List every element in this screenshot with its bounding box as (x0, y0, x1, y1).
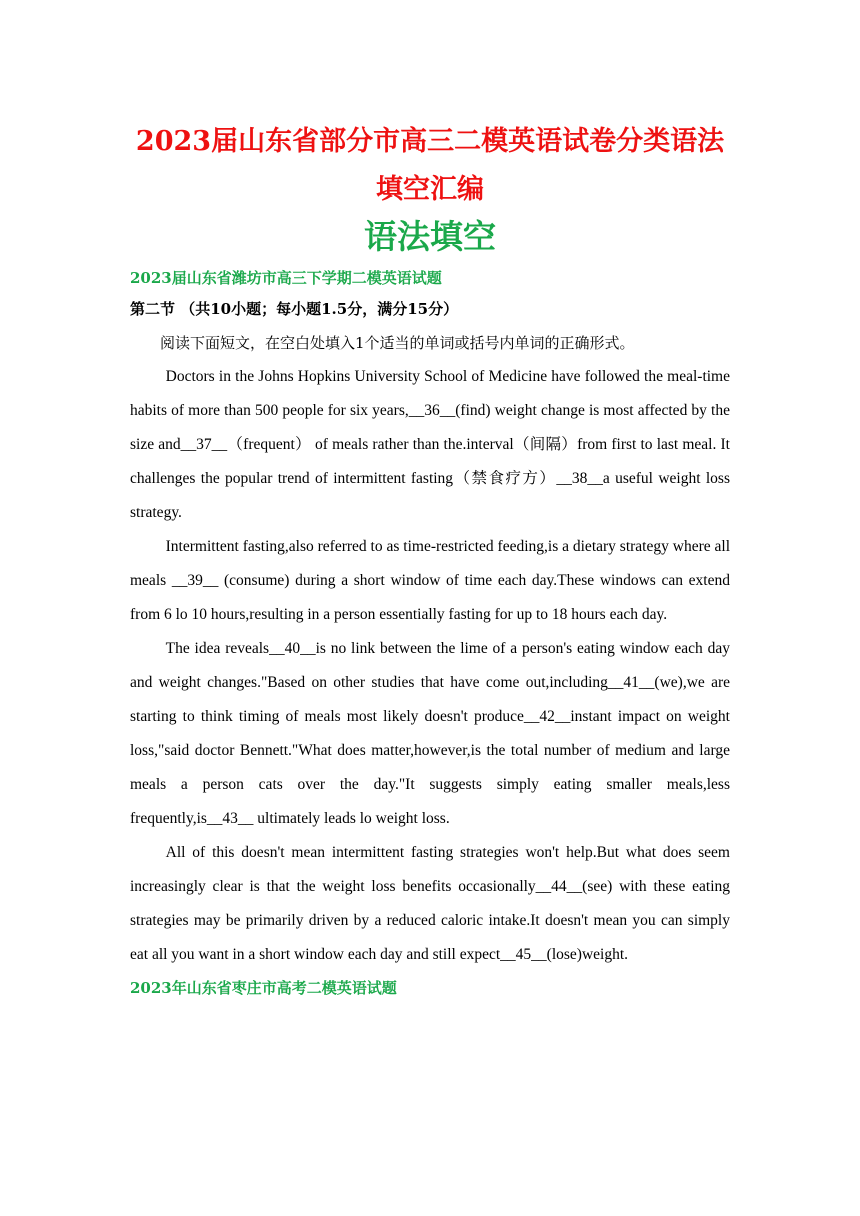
source-heading-zaozhuang: 2023年山东省枣庄市高考二模英语试题 (130, 979, 397, 997)
passage-paragraph-1: Doctors in the Johns Hopkins University School of Medicine have followed the meal-time habits of more than 500 people for six years,__36__(find) weight change is most affected by the size and__37__（frequent） of meals rather than the.interval（间隔）from first to last meal. It challenges the popular trend of intermittent fasting（禁食疗方）__38__a useful weight loss strategy. (130, 368, 730, 521)
part-heading: 第二节 （共10小题；每小题1.5分，满分15分） (130, 300, 459, 318)
passage-paragraph-3: The idea reveals__40__is no link between the lime of a person's eating window each day and weight changes."Based on other studies that have come out,including__41__(we),we are starting to think timing of meals most likely doesn't produce__42__instant impact on weight loss,"said doctor Bennett."What does matter,however,is the total number of medium and large meals a person cats over the day."It suggests simply eating smaller meals,less frequently,is__43__ ultimately leads lo weight loss. (130, 640, 730, 827)
passage-paragraph-4: All of this doesn't mean intermittent fasting strategies won't help.But what does seem increasingly clear is that the weight loss benefits occasionally__44__(see) with these eating strategies may be primarily driven by a reduced caloric intake.It doesn't mean you can simply eat all you want in a short window each day and still expect__45__(lose)weight. (130, 844, 730, 963)
document-page (130, 118, 730, 1002)
section-title: 语法填空 (364, 217, 496, 256)
document-title: 2023届山东省部分市高三二模英语试卷分类语法填空汇编 (135, 126, 725, 205)
source-heading-weifang: 2023届山东省潍坊市高三下学期二模英语试题 (130, 269, 442, 287)
instruction-text: 阅读下面短文，在空白处填入1个适当的单词或括号内单词的正确形式。 (160, 334, 635, 352)
passage-paragraph-2: Intermittent fasting,also referred to as time-restricted feeding,is a dietary strategy where all meals __39__ (consume) during a short window of time each day.These windows can extend from 6 lo 10 hours,resulting in a person essentially fasting for up to 18 hours each day. (130, 538, 730, 623)
